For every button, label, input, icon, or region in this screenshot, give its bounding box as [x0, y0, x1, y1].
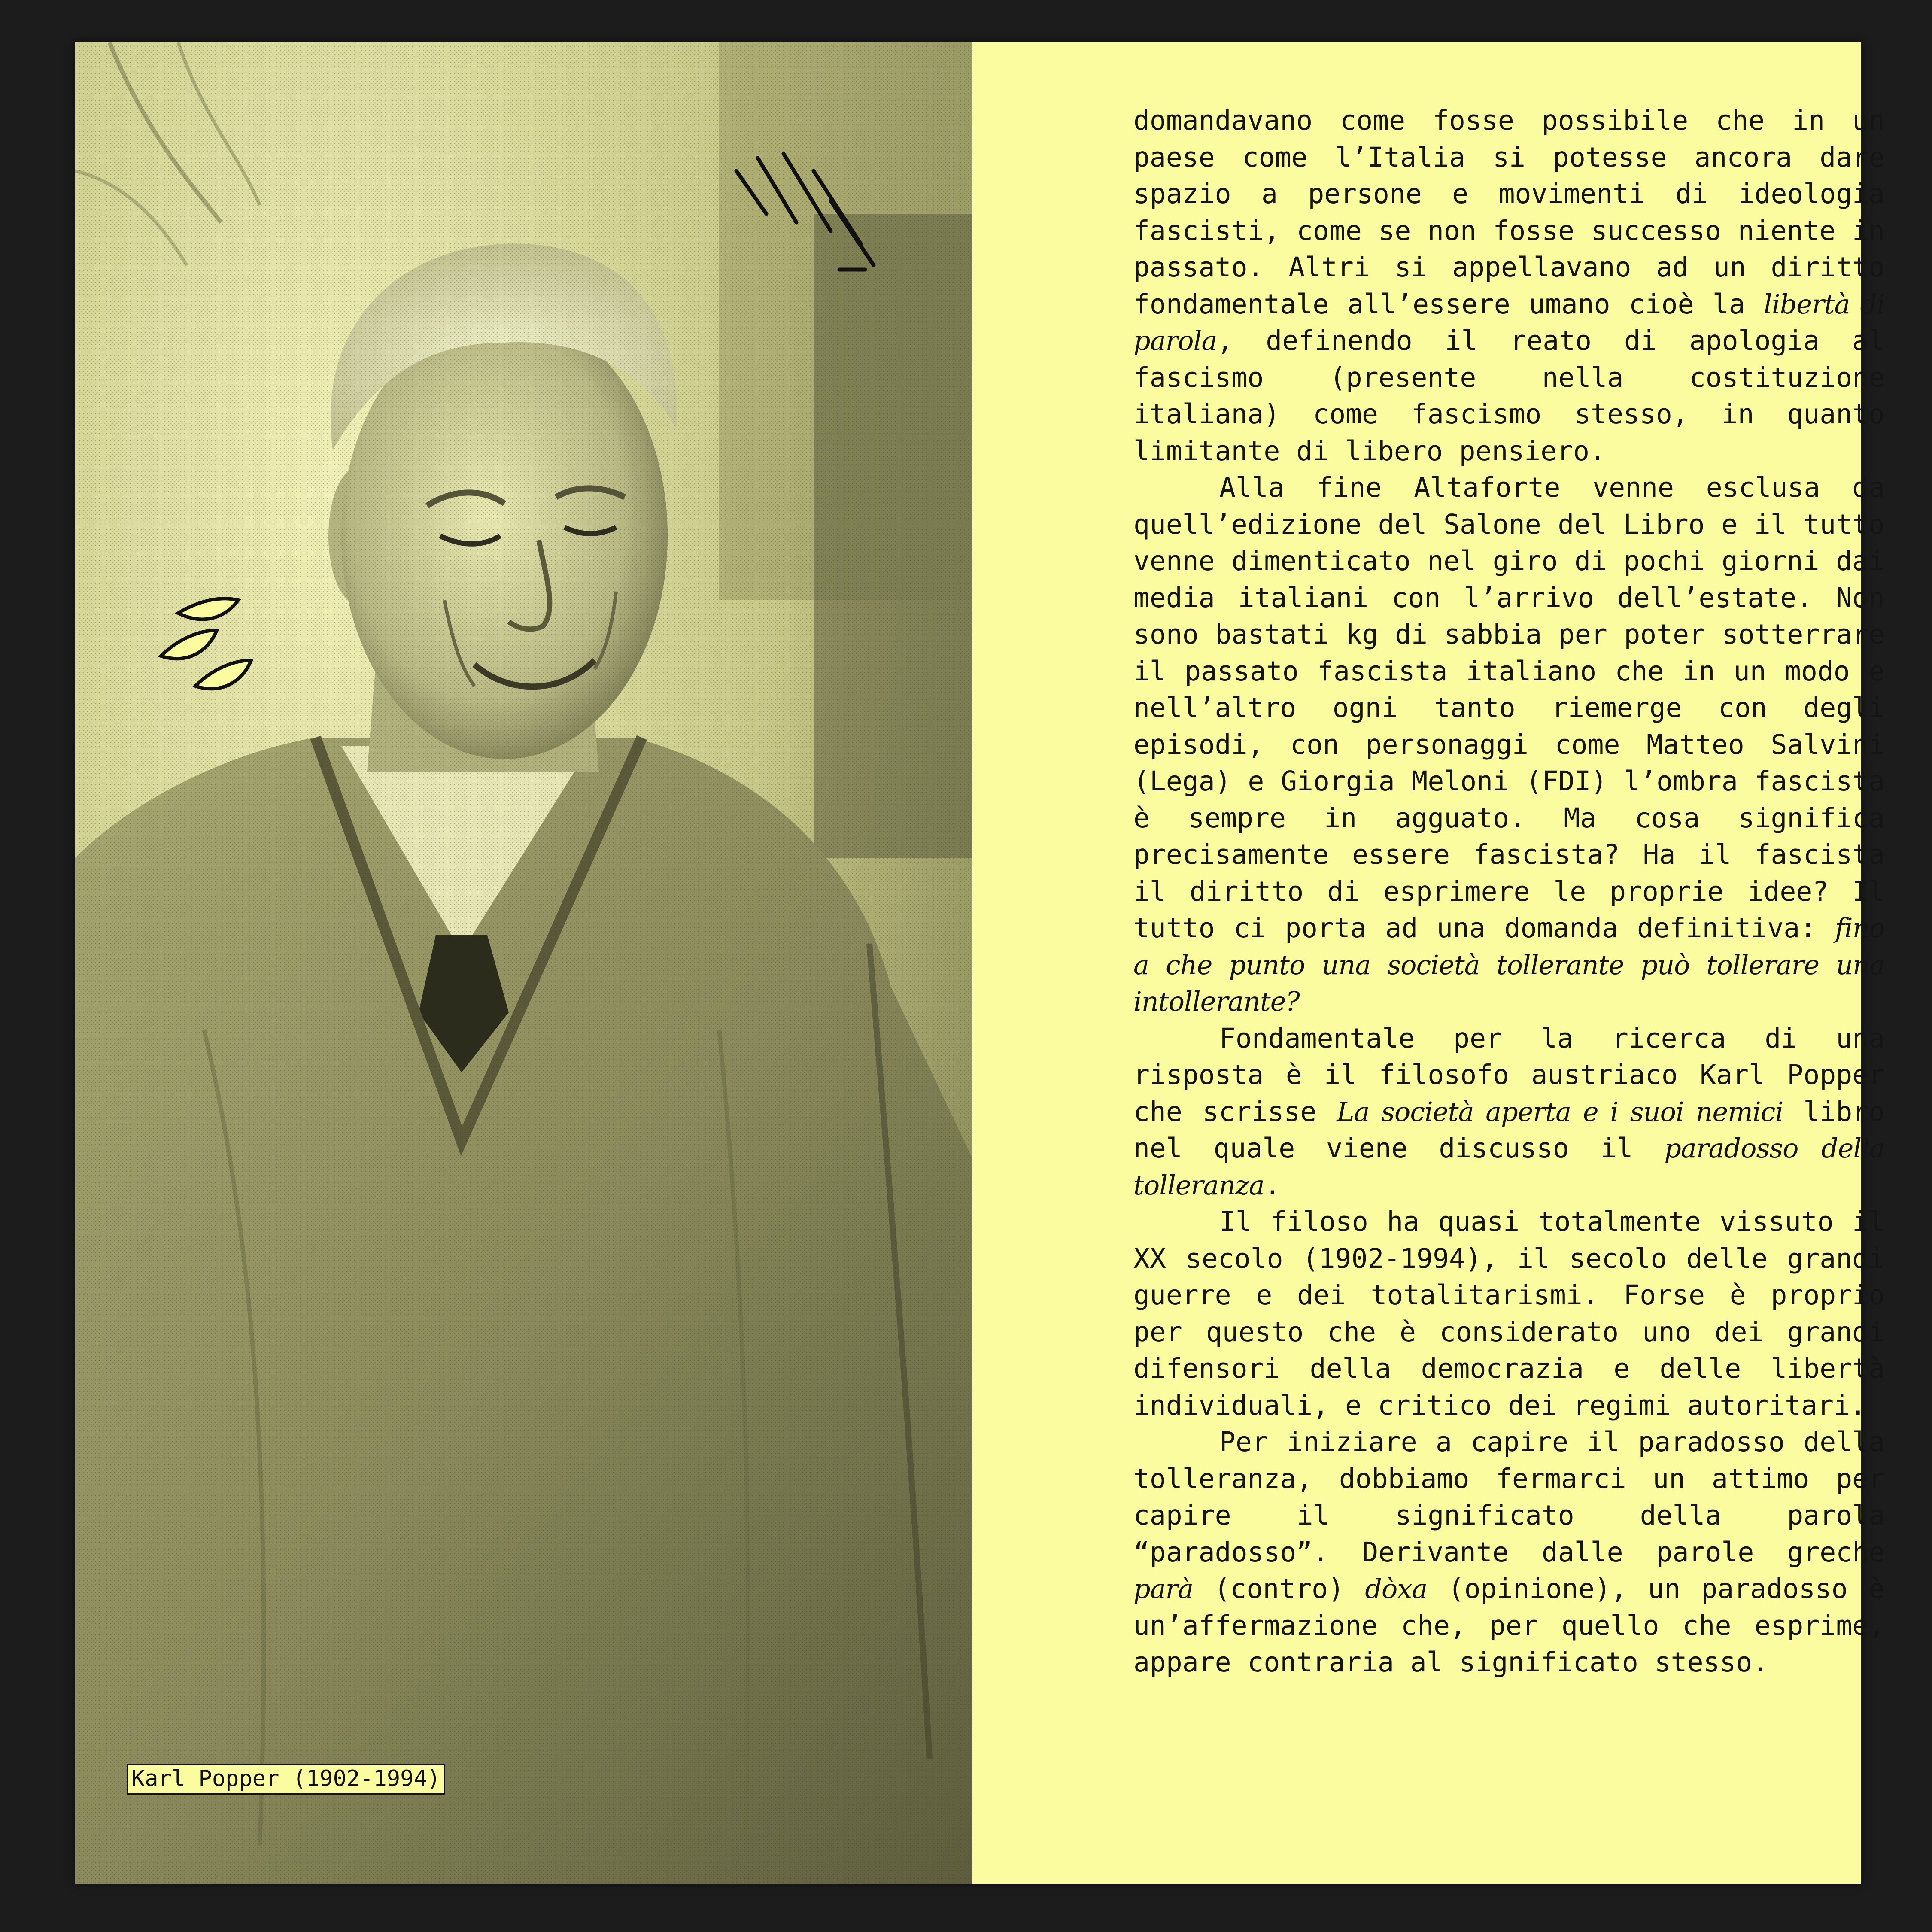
paragraph-5-tail: (opinione), un paradosso è un’affermazione che, per quello che esprime, appare contraria al significato stesso. — [1133, 1573, 1885, 1678]
italic-paradosso-tolleranza: paradosso della tolleranza — [1133, 1133, 1885, 1201]
portrait-illustration — [75, 42, 972, 1884]
paragraph-3-mid: libro nel quale viene discusso il — [1133, 1096, 1885, 1164]
paragraph-5 — [1133, 1424, 1885, 1681]
paragraph-1 — [1133, 102, 1885, 469]
italic-doxa: dòxa — [1365, 1573, 1428, 1604]
paragraph-5-text: Per iniziare a capire il paradosso della tolleranza, dobbiamo fermarci un attimo per capire il significato della parola “paradosso”. Derivante dalle parole greche — [1133, 1426, 1885, 1568]
paragraph-2 — [1133, 469, 1885, 1020]
italic-question: fino a che punto una società tollerante può tollerare una intollerante? — [1133, 912, 1885, 1017]
paragraph-3-text: Fondamentale per la ricerca di una risposta è il filosofo austriaco Karl Popper che scrisse — [1133, 1022, 1885, 1127]
italic-liberta-di-parola: libertà di parola — [1133, 288, 1885, 356]
italic-para: parà — [1133, 1573, 1194, 1604]
zine-spread — [75, 42, 1885, 1884]
paragraph-3 — [1133, 1020, 1885, 1204]
paragraph-1-tail: , definendo il reato di apologia al fascismo (presente nella costituzione italiana) come fascismo stesso, in quanto limitante di libero pensiero. — [1133, 325, 1885, 467]
italic-book-title: La società aperta e i suoi nemici — [1337, 1096, 1783, 1127]
article-body — [1133, 102, 1885, 1681]
text-page — [972, 42, 1885, 1884]
photo-caption: Karl Popper (1902-1994) — [127, 1764, 445, 1795]
paragraph-1-text: domandavano come fosse possibile che in un paese come l’Italia si potesse ancora dare spazio a persone e movimenti di ideologia fascisti, come se non fosse successo niente in passato. Altri si appellavano ad un diritto fondamentale all’essere umano cioè la — [1133, 105, 1885, 320]
paragraph-3-tail: . — [1264, 1169, 1281, 1201]
portrait-photo — [75, 42, 972, 1884]
paragraph-4: Il filoso ha quasi totalmente vissuto il XX secolo (1902-1994), il secolo delle grandi guerre e dei totalitarismi. Forse è proprio per questo che è considerato uno dei grandi difensori della democrazia e delle libertà individuali, e critico dei regimi autoritari. — [1133, 1206, 1885, 1421]
paragraph-5-mid: (contro) — [1214, 1573, 1345, 1604]
paragraph-2-text: Alla fine Altaforte venne esclusa da quell’edizione del Salone del Libro e il tutto venne dimenticato nel giro di pochi giorni dai media italiani con l’arrivo dell’estate. Non sono bastati kg di sabbia per poter sotterrare il passato fascista italiano che in un modo e nell’altro ogni tanto riemerge con degli episodi, con personaggi come Matteo Salvini (Lega) e Giorgia Meloni (FDI) l’ombra fascista è sempre in agguato. Ma cosa significa precisamente essere fascista? Ha il fascista il diritto di esprimere le proprie idee? Il tutto ci porta ad una domanda definitiva: — [1133, 472, 1885, 944]
